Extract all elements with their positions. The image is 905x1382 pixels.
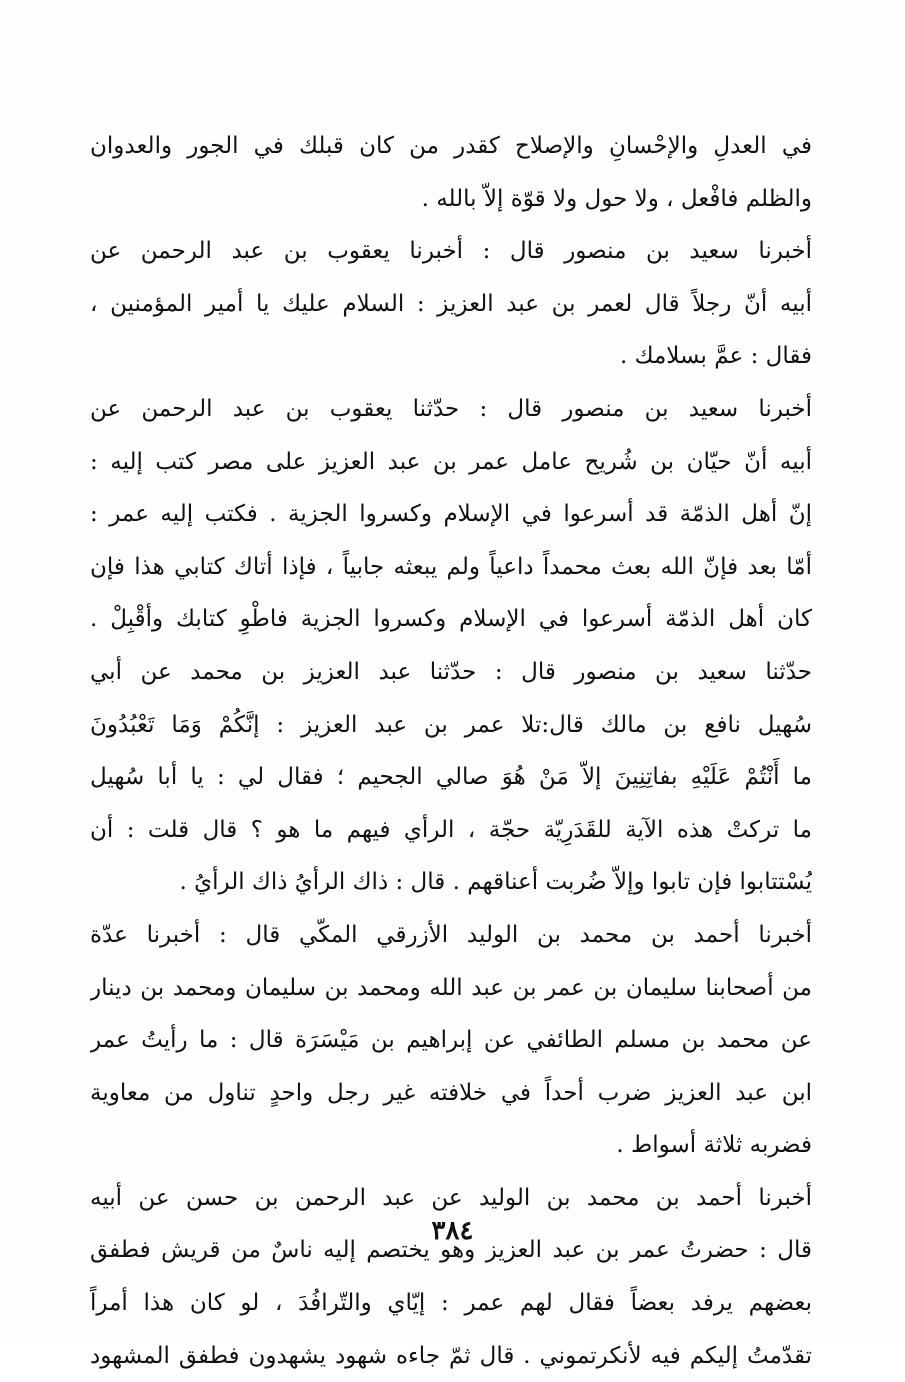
text-line: فضربه ثلاثة أسواط . — [616, 1132, 812, 1159]
page-number: ٣٨٤ — [431, 1216, 474, 1246]
text-line: عن محمد بن مسلم الطائفي عن إبراهيم بن مَيْسَرَة قال : ما رأيتُ عمر — [90, 1027, 812, 1054]
text-line: ابن عبد العزيز ضرب أحداً في خلافته غير رجل واحدٍ تناول من معاوية — [90, 1079, 812, 1106]
text-line: كان أهل الذمّة أسرعوا في الإسلام وكسروا الجزية فاطْوِ كتابك وأقْبِلْ . — [90, 606, 812, 633]
text-line: أبيه أنّ رجلاً قال لعمر بن عبد العزيز : السلام عليك يا أمير المؤمنين ، — [90, 290, 812, 317]
text-line: يُسْتتابوا فإن تابوا وإلاّ ضُربت أعناقهم . قال : ذاك الرأيُ ذاك الرأيُ . — [179, 869, 812, 896]
text-line: والظلم فافْعل ، ولا حول ولا قوّة إلاّ بالله . — [421, 185, 812, 212]
text-line: أمّا بعد فإنّ الله بعث محمداً داعياً ولم يبعثه جابياً ، فإذا أتاك كتابي هذا فإن — [90, 553, 812, 580]
text-line: ما أَنْتُمْ عَلَيْهِ بفاتِنِينَ إلاّ مَنْ هُوَ صالي الجحيم ؛ فقال لي : يا أبا سُهيل — [90, 764, 812, 791]
text-line: أخبرنا سعيد بن منصور قال : أخبرنا يعقوب بن عبد الرحمن عن — [90, 238, 812, 265]
text-line: أخبرنا أحمد بن محمد بن الوليد عن عبد الرحمن بن حسن عن أبيه — [90, 1184, 812, 1211]
text-line: ما تركتْ هذه الآية للقَدَرِيّة حجّة ، الرأي فيهم ما هو ؟ قال قلت : أن — [90, 816, 812, 843]
text-line: في العدلِ والإحْسانِ والإصلاح كقدر من كان قبلك في الجور والعدوان — [90, 133, 812, 159]
text-line: بعضهم يرفد بعضاً فقال لهم عمر : إيّاي والتّرافُدَ ، لو كان هذا أمراً — [90, 1290, 812, 1317]
text-line: أبيه أنّ حيّان بن شُريح عامل عمر بن عبد العزيز على مصر كتب إليه : — [90, 448, 812, 475]
text-line: سُهيل نافع بن مالك قال:تلا عمر بن عبد العزيز : إنَّكُمْ وَمَا تَعْبُدُونَ — [90, 711, 812, 738]
text-line: من أصحابنا سليمان بن عمر بن عبد الله ومحمد بن سليمان ومحمد بن دينار — [90, 974, 812, 1001]
text-line: أخبرنا سعيد بن منصور قال : حدّثنا يعقوب بن عبد الرحمن عن — [90, 395, 812, 422]
text-line: حدّثنا سعيد بن منصور قال : حدّثنا عبد العزيز بن محمد عن أبي — [90, 658, 812, 685]
text-line: فقال : عمَّ بسلامك . — [619, 343, 812, 370]
text-line: أخبرنا أحمد بن محمد بن الوليد الأزرقي المكّي قال : أخبرنا عدّة — [90, 921, 812, 948]
text-line: تقدّمتُ إليكم فيه لأنكرتموني . قال ثمّ جاءه شهود يشهدون فطفق المشهود — [90, 1342, 812, 1369]
text-line: قال : حضرتُ عمر بن عبد العزيز وهو يختصم إليه ناسٌ من قريش فطفق — [90, 1237, 812, 1264]
text-line: إنّ أهل الذمّة قد أسرعوا في الإسلام وكسروا الجزية . فكتب إليه عمر : — [90, 501, 812, 528]
body-text — [90, 120, 812, 1382]
